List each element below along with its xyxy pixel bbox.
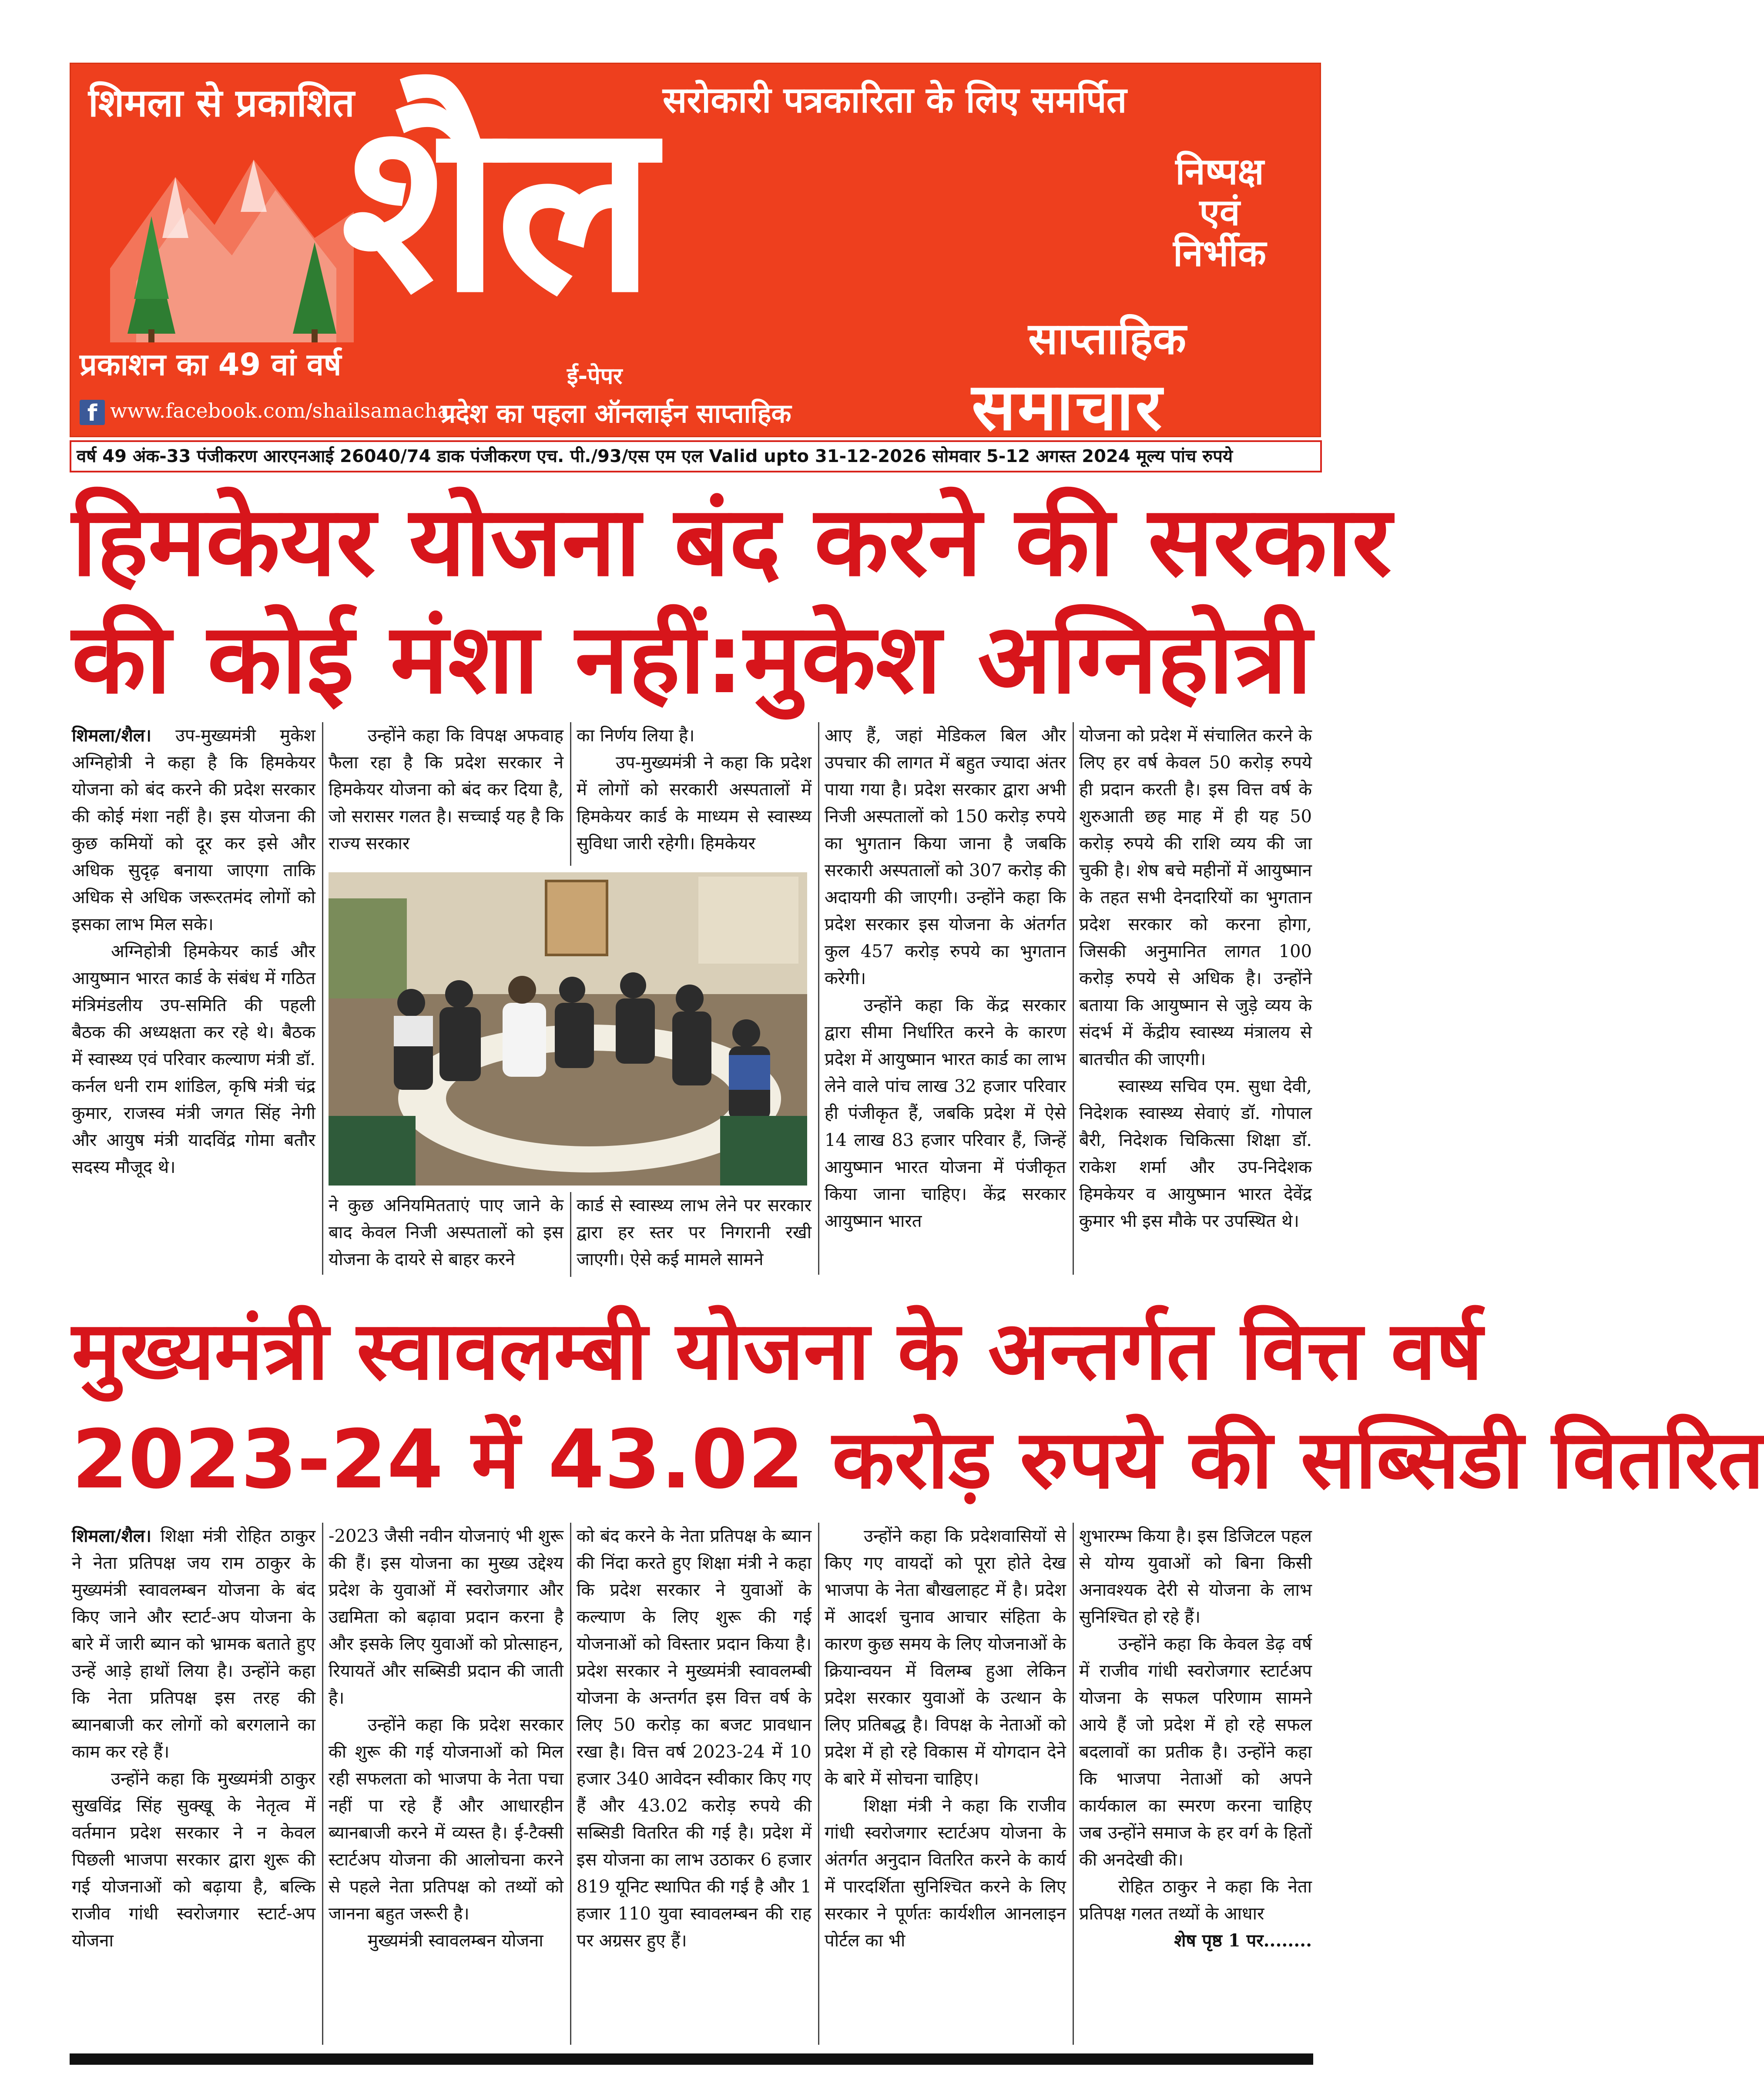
tagline-block [1137, 151, 1302, 274]
samachar-label: समाचार [972, 369, 1164, 445]
story2-col2-p2: उन्होंने कहा कि प्रदेश सरकार की शुरू की गई योजनाओं को मिल रही सफलता को भाजपा के नेता पचा नहीं पा रहे हैं और आधारहीन ब्यानबाजी करने में व्यस्त है। ई-टैक्सी स्टार्टअप योजना की आलोचना करने से पहले नेता प्रतिपक्ष को तथ्यों को जानना बहुत जरूरी है। [329, 1715, 563, 1924]
story2-col2-p1: -2023 जैसी नवीन योजनाएं भी शुरू की हैं। इस योजना का मुख्य उद्देश्य प्रदेश के युवाओं में स्वरोजगार और उद्यमिता को बढ़ावा प्रदान करना है और इसके लिए युवाओं को प्रोत्साहन, रियायतें और सब्सिडी प्रदान की जाती है। [329, 1526, 563, 1708]
facebook-link[interactable] [80, 399, 459, 425]
column-divider [818, 722, 819, 1275]
story1-column-1 [72, 722, 315, 1279]
column-divider [818, 1523, 819, 2045]
epaper-label: ई-पेपर [567, 363, 623, 389]
weekly-label: साप्ताहिक [1028, 313, 1186, 364]
tagline-fearless: निर्भीक [1173, 232, 1266, 275]
story1-headline-line2: की कोई मंशा नहीं:मुकेश अग्निहोत्री [72, 603, 1312, 715]
column-divider [1073, 1523, 1074, 2045]
story1-column-3-bottom [577, 1192, 812, 1279]
story2-column-2 [329, 1523, 563, 2049]
story1-col2-bottom: ने कुछ अनियमितताएं पाए जाने के बाद केवल निजी अस्पतालों को इस योजना के दायरे से बाहर करने [329, 1196, 563, 1269]
story2-column-1 [72, 1523, 315, 2049]
publication-year: प्रकाशन का 49 वां वर्ष [80, 347, 342, 382]
column-divider [322, 1523, 323, 2045]
newspaper-logo: शैल [341, 71, 651, 344]
story2-col1-p2: उन्होंने कहा कि मुख्यमंत्री ठाकुर सुखविंद्र सिंह सुक्खू के नेतृत्व में वर्तमान प्रदेश सरकार ने न केवल पिछली भाजपा सरकार द्वारा शुरू की गई योजनाओं को बढ़ाया है, बल्कि राजीव गांधी स्वरोजगार स्टार्ट-अप योजना [72, 1769, 315, 1951]
story1-col5-p2: स्वास्थ्य सचिव एम. सुधा देवी, निदेशक स्वास्थ्य सेवाएं डॉ. गोपाल बैरी, निदेशक चिकित्सा शिक्षा डॉ. राकेश शर्मा और उप-निदेशक हिमकेयर व आयुष्मान भारत देवेंद्र कुमार भी इस मौके पर उपस्थित थे। [1079, 1076, 1312, 1231]
story1-column-2-top [329, 722, 563, 866]
story2-col1-p1: शिक्षा मंत्री रोहित ठाकुर ने नेता प्रतिपक्ष जय राम ठाकुर के मुख्यमंत्री स्वावलम्बन योजना के बंद किए जाने और स्टार्ट-अप योजना के बारे में जारी ब्यान को भ्रामक बताते हुए उन्हें आड़े हाथों लिया है। उन्होंने कहा कि नेता प्रतिपक्ष इस तरह की ब्यानबाजी कर लोगों को बरगलाने का काम कर रहे हैं। [72, 1526, 315, 1762]
story2-column-5 [1079, 1523, 1312, 2049]
column-divider [570, 1192, 571, 1277]
story2-column-3 [577, 1523, 812, 2049]
story1-col5-p1: योजना को प्रदेश में संचालित करने के लिए हर वर्ष केवल 50 करोड़ रुपये ही प्रदान करती है। इस वित्त वर्ष के शुरुआती छह माह में ही यह 50 करोड़ रुपये की राशि व्यय की जा चुकी है। शेष बचे महीनों में आयुष्मान के तहत सभी देनदारियों का भुगतान प्रदेश सरकार को करना होगा, जिसकी अनुमानित लागत 100 करोड़ रुपये से अधिक है। उन्होंने बताया कि आयुष्मान से जुड़े व्यय के संदर्भ में केंद्रीय स्वास्थ्य मंत्रालय से बातचीत की जाएगी। [1079, 726, 1312, 1069]
story2-col5-p3: रोहित ठाकुर ने कहा कि नेता प्रतिपक्ष गलत तथ्यों के आधार [1079, 1877, 1312, 1924]
story1-col1-p2: अग्निहोत्री हिमकेयर कार्ड और आयुष्मान भारत कार्ड के संबंध में गठित मंत्रिमंडलीय उप-समिति की पहली बैठक की अध्यक्षता कर रहे थे। बैठक में स्वास्थ्य एवं परिवार कल्याण मंत्री डॉ. कर्नल धनी राम शांडिल, कृषि मंत्री चंद्र कुमार, राजस्व मंत्री जगत सिंह नेगी और आयुष मंत्री यादविंद्र गोमा बतौर सदस्य मौजूद थे। [72, 941, 315, 1177]
story1-col3-top-p1: का निर्णय लिया है। [577, 726, 695, 746]
facebook-icon: f [80, 400, 105, 425]
story2-headline-line2: 2023-24 में 43.02 करोड़ रुपये की सब्सिडी वितरित [72, 1412, 1764, 1507]
meeting-photo-illustration [329, 872, 807, 1186]
story1-column-2-bottom [329, 1192, 563, 1279]
story2-headline-line1: मुख्यमंत्री स्वावलम्बी योजना के अन्तर्गत वित्त वर्ष [72, 1303, 1483, 1398]
published-from: शिमला से प्रकाशित [88, 80, 355, 125]
tagline-and: एवं [1199, 191, 1240, 234]
story1-col2-top: उन्होंने कहा कि विपक्ष अफवाह फैला रहा है कि प्रदेश सरकार ने हिमकेयर योजना को बंद कर दिया है, जो सरासर गलत है। सच्चाई यह है कि राज्य सरकार [329, 726, 563, 854]
column-divider [322, 722, 323, 1275]
mountain-tree-logo-art [110, 125, 354, 342]
masthead [70, 63, 1321, 445]
column-divider [570, 722, 571, 866]
story2-col4-p2: शिक्षा मंत्री ने कहा कि राजीव गांधी स्वरोजगार स्टार्टअप योजना के अंतर्गत अनुदान वितरित करने के कार्य में पारदर्शिता सुनिश्चित करने के लिए सरकार ने पूर्णतः कार्यशील आनलाइन पोर्टल का भी [825, 1796, 1066, 1951]
story2-col5-p1: शुभारम्भ किया है। इस डिजिटल पहल से योग्य युवाओं को बिना किसी अनावश्यक देरी से योजना के लाभ सुनिश्चित हो रहे हैं। [1079, 1526, 1312, 1627]
tagline-top: सरोकारी पत्रकारिता के लिए समर्पित [663, 80, 1127, 121]
meeting-photo [329, 872, 807, 1186]
story1-col4-p2: उन्होंने कहा कि केंद्र सरकार द्वारा सीमा निर्धारित करने के कारण प्रदेश में आयुष्मान भारत कार्ड का लाभ लेने वाले पांच लाख 32 हजार परिवार ही पंजीकृत हैं, जबकि प्रदेश में ऐसे 14 लाख 83 हजार परिवार हैं, जिन्हें आयुष्मान भारत योजना में पंजीकृत किया जाना चाहिए। केंद्र सरकार आयुष्मान भारत [825, 995, 1066, 1231]
story1-column-5 [1079, 722, 1312, 1279]
story1-column-3-top [577, 722, 812, 866]
continued-on-page[interactable]: शेष पृष्ठ 1 पर........ [1174, 1930, 1312, 1951]
story1-headline [72, 483, 1392, 718]
story1-column-4 [825, 722, 1066, 1279]
page-bottom-bar [70, 2053, 1313, 2065]
story1-col1-p1: उप-मुख्यमंत्री मुकेश अग्निहोत्री ने कहा है कि हिमकेयर योजना को बंद करने की प्रदेश सरकार की कोई मंशा नहीं है। इस योजना की कुछ कमियों को दूर कर इसे और अधिक सुदृढ़ बनाया जाएगा ताकि अधिक से अधिक जरूरतमंद लोगों को इसका लाभ मिल सके। [72, 726, 315, 934]
facebook-url[interactable]: www.facebook.com/shailsamachar [110, 399, 459, 422]
story1-headline-line1: हिमकेयर योजना बंद करने की सरकार [72, 486, 1392, 598]
column-divider [570, 1523, 571, 2045]
story2-dateline: शिमला/शैल। [72, 1526, 152, 1546]
story1-col3-top-p2: उप-मुख्यमंत्री ने कहा कि प्रदेश में लोगों को सरकारी अस्पतालों में हिमकेयर कार्ड के माध्यम से स्वास्थ्य सुविधा जारी रहेगी। हिमकेयर [577, 753, 812, 854]
story2-column-4 [825, 1523, 1066, 2049]
tagline-impartial: निष्पक्ष [1175, 150, 1264, 193]
story1-col3-bottom: कार्ड से स्वास्थ्य लाभ लेने पर सरकार द्वारा हर स्तर पर निगरानी रखी जाएगी। ऐसे कई मामले सामने [577, 1196, 812, 1269]
first-online-weekly: प्रदेश का पहला ऑनलाईन साप्ताहिक [441, 399, 791, 429]
story2-col4-p1: उन्होंने कहा कि प्रदेशवासियों से किए गए वायदों को पूरा होते देख भाजपा के नेता बौखलाहट में है। प्रदेश में आदर्श चुनाव आचार संहिता के कारण कुछ समय के लिए योजनाओं के क्रियान्वयन में विलम्ब हुआ लेकिन प्रदेश सरकार युवाओं के उत्थान के लिए प्रतिबद्ध है। विपक्ष के नेताओं को प्रदेश में हो रहे विकास में योगदान देने के बारे में सोचना चाहिए। [825, 1526, 1066, 1789]
column-divider [1073, 722, 1074, 1275]
story1-dateline: शिमला/शैल। [72, 726, 152, 746]
story1-col4-p1: आए हैं, जहां मेडिकल बिल और उपचार की लागत में बहुत ज्यादा अंतर पाया गया है। प्रदेश सरकार द्वारा अभी निजी अस्पतालों को 150 करोड़ रुपये का भुगतान किया जाना है जबकि सरकारी अस्पतालों को 307 करोड़ की अदायगी की जाएगी। उन्होंने कहा कि प्रदेश सरकार इस योजना के अंतर्गत कुल 457 करोड़ रुपये का भुगतान करेगी। [825, 726, 1066, 988]
story2-headline [72, 1296, 1764, 1514]
story2-col2-p3: मुख्यमंत्री स्वावलम्बन योजना [368, 1931, 543, 1951]
story2-col3-p1: को बंद करने के नेता प्रतिपक्ष के ब्यान की निंदा करते हुए शिक्षा मंत्री ने कहा कि प्रदेश सरकार ने युवाओं के कल्याण के लिए शुरू की गई योजनाओं को विस्तार प्रदान किया है। प्रदेश सरकार ने मुख्यमंत्री स्वावलम्बी योजना के अन्तर्गत इस वित्त वर्ष के लिए 50 करोड़ का बजट प्रावधान रखा है। वित्त वर्ष 2023-24 में 10 हजार 340 आवेदन स्वीकार किए गए हैं और 43.02 करोड़ रुपये की सब्सिडी वितरित की गई है। प्रदेश में इस योजना का लाभ उठाकर 6 हजार 819 यूनिट स्थापित की गई है और 1 हजार 110 युवा स्वावलम्बन की राह पर अग्रसर हुए हैं। [577, 1526, 812, 1951]
issue-info-strip: वर्ष 49 अंक-33 पंजीकरण आरएनआई 26040/74 डाक पंजीकरण एच. पी./93/एस एम एल Valid upto 31-12-2026 सोमवार 5-12 अगस्त 2024 मूल्य पांच रुपये [70, 440, 1322, 472]
story2-col5-p2: उन्होंने कहा कि केवल डेढ़ वर्ष में राजीव गांधी स्वरोजगार स्टार्टअप योजना के सफल परिणाम सामने आये हैं जो प्रदेश में हो रहे सफल बदलावों का प्रतीक है। उन्होंने कहा कि भाजपा नेताओं को अपने कार्यकाल का स्मरण करना चाहिए जब उन्होंने समाज के हर वर्ग के हितों की अनदेखी की। [1079, 1634, 1312, 1870]
